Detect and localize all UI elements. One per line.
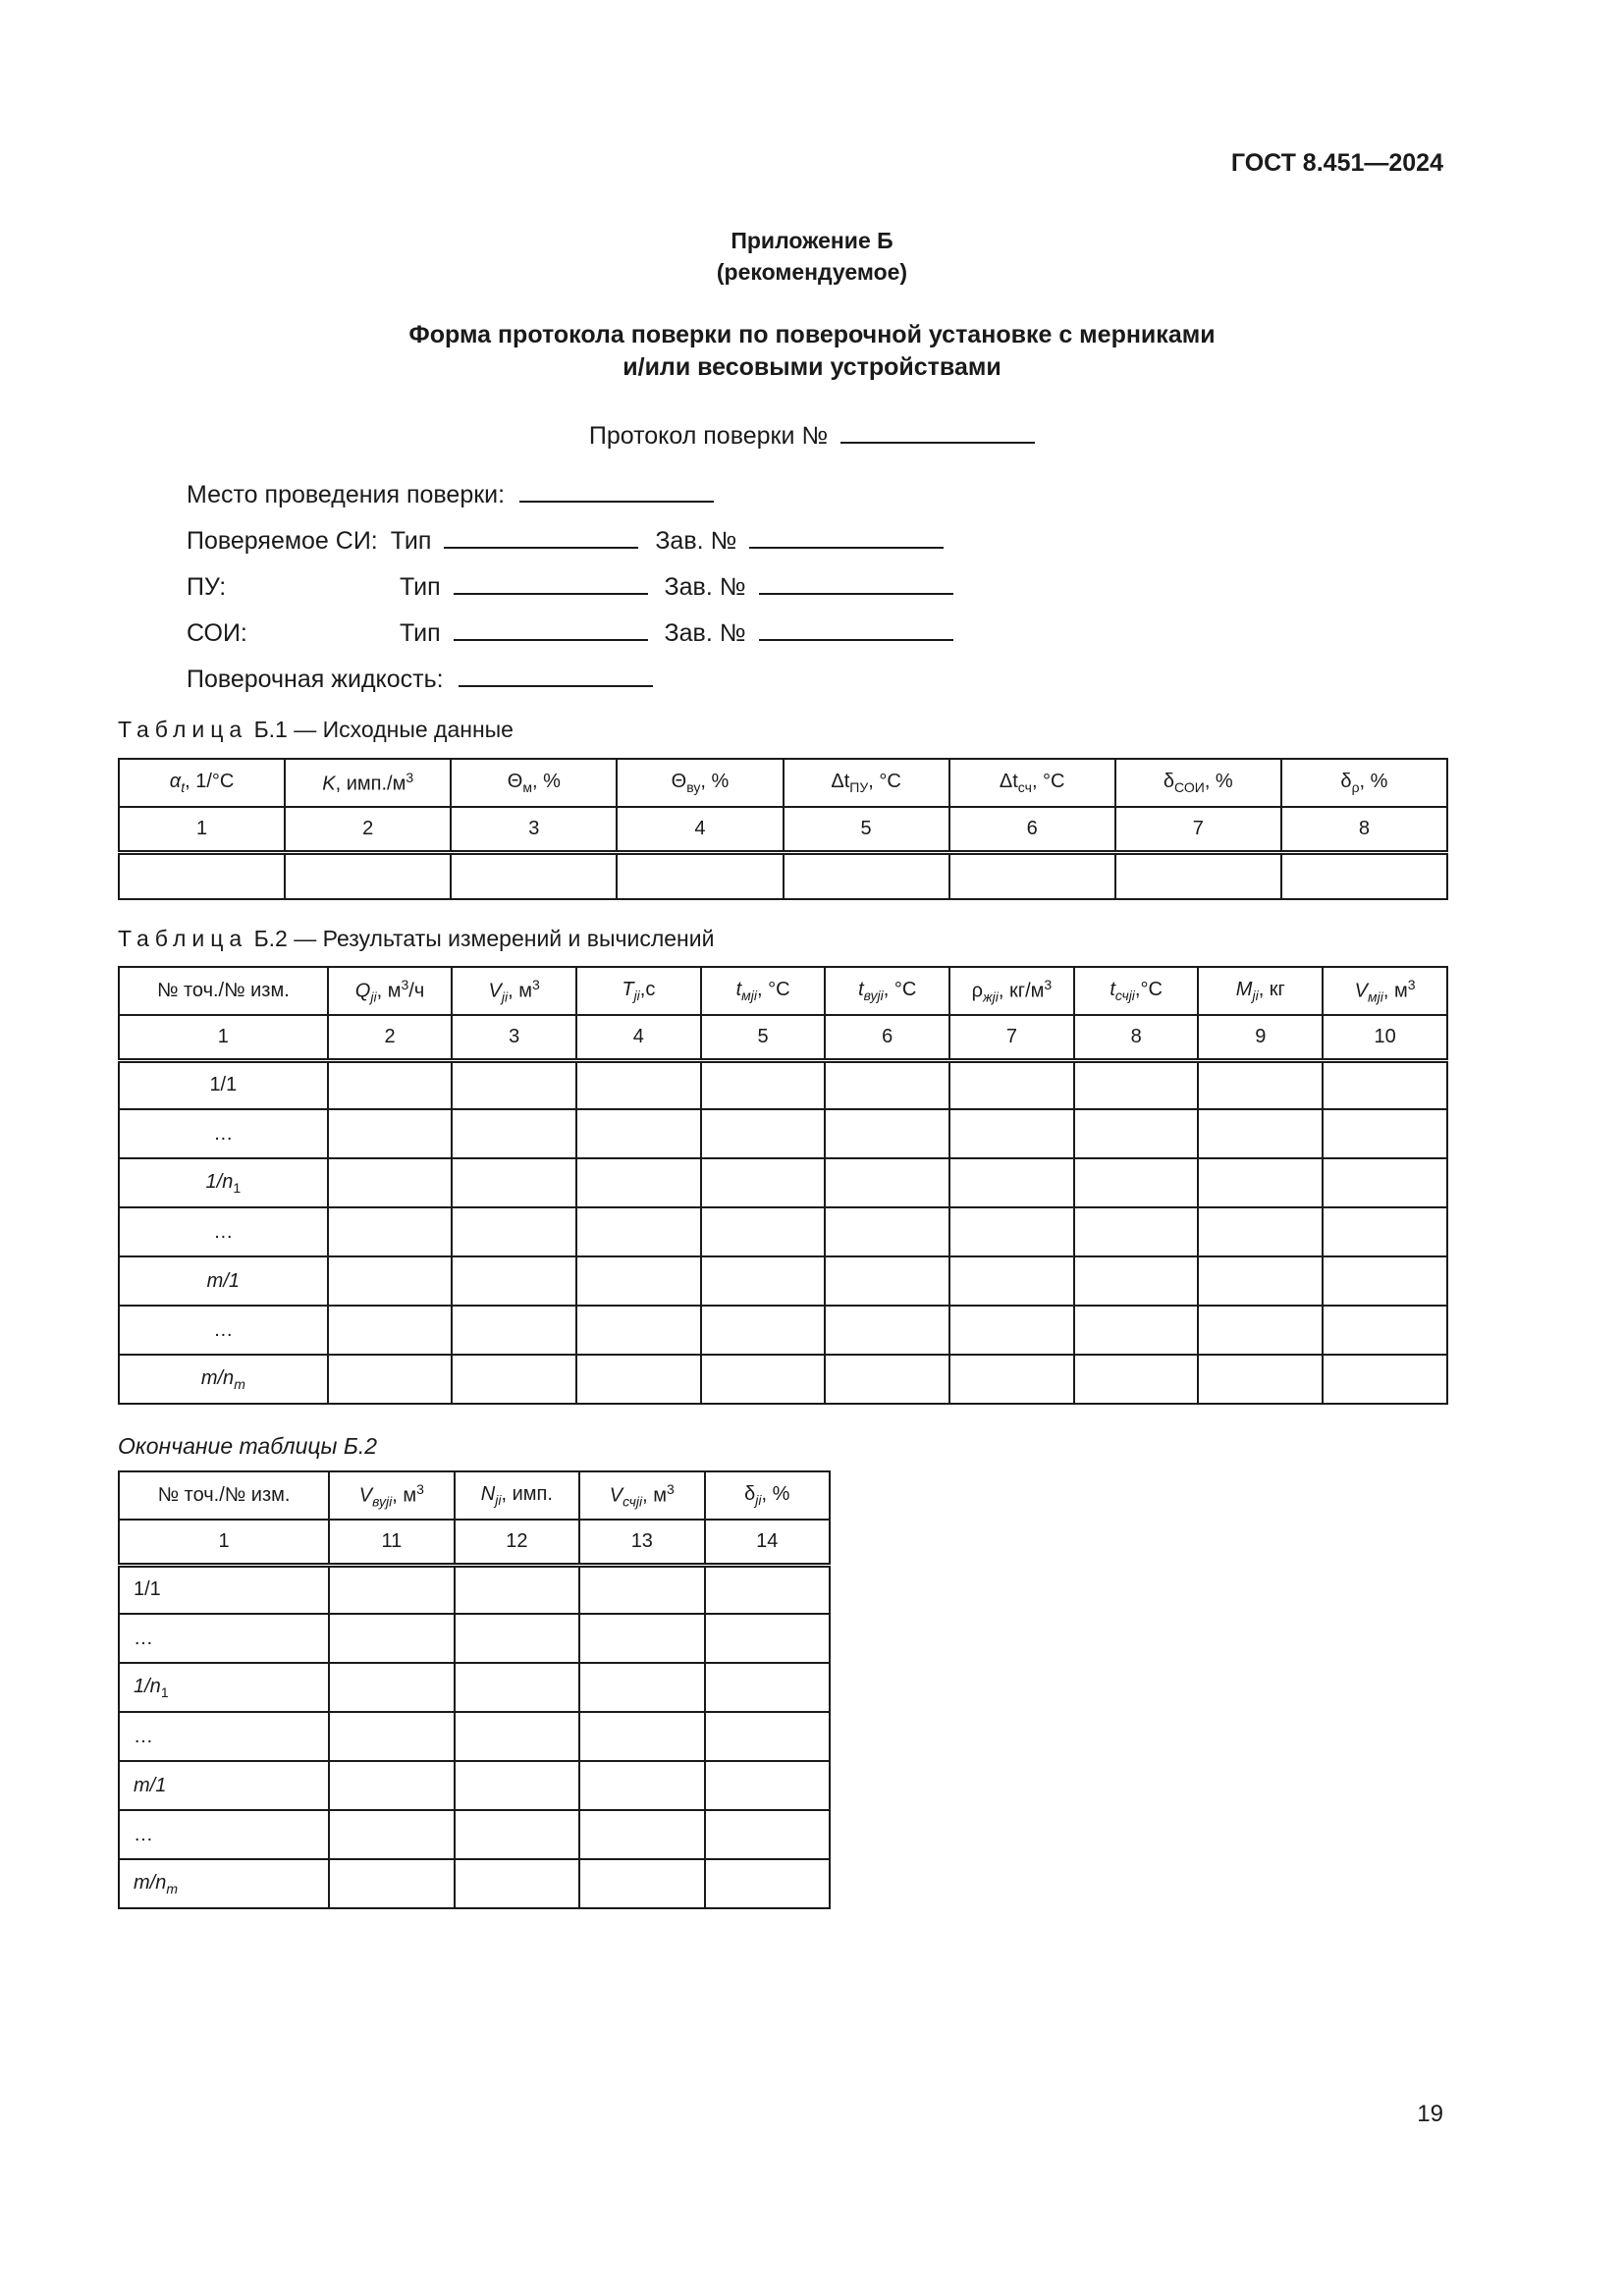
field-liquid-label: Поверочная жидкость:	[187, 666, 444, 693]
table2-end	[118, 1470, 831, 1909]
table2-col-number: 4	[576, 1015, 701, 1060]
table2-end-header-row	[119, 1471, 830, 1520]
data-cell[interactable]	[328, 1306, 453, 1355]
field-pu-type-label: Тип	[399, 573, 441, 601]
data-cell[interactable]	[576, 1207, 701, 1256]
table2-col-number: 1	[119, 1015, 328, 1060]
data-cell[interactable]	[705, 1810, 830, 1859]
data-cell[interactable]	[825, 1158, 949, 1207]
table2-col-number: 5	[701, 1015, 826, 1060]
data-cell[interactable]	[1074, 1060, 1199, 1109]
table-row	[119, 1614, 830, 1663]
table1-col-number: 4	[617, 807, 783, 852]
data-cell[interactable]	[329, 1810, 454, 1859]
table2-header-cell: $Q_{ji}$, $м^3/ч$	[328, 967, 453, 1015]
form-title-line1: Форма протокола поверки по поверочной установке с мерниками	[408, 321, 1216, 348]
field-soi-type-blank[interactable]	[454, 617, 648, 641]
table2-header-cell: $t_{счji},^\circ С$	[1074, 967, 1199, 1015]
data-cell[interactable]	[1074, 1158, 1199, 1207]
table1	[118, 758, 1448, 900]
data-cell[interactable]	[329, 1614, 454, 1663]
data-cell[interactable]	[1074, 1306, 1199, 1355]
field-liquid	[187, 664, 653, 694]
table1-header-cell: K, $имп./м^3$	[285, 759, 451, 807]
data-cell[interactable]	[1323, 1109, 1447, 1158]
data-cell[interactable]	[328, 1158, 453, 1207]
form-title-line2: и/или весовыми устройствами	[623, 353, 1001, 381]
field-verified-si	[187, 525, 944, 556]
appendix-subtitle: (рекомендуемое)	[716, 259, 908, 285]
table2-col-number: 10	[1323, 1015, 1447, 1060]
data-cell[interactable]	[1323, 1355, 1447, 1404]
field-soi-serial-blank[interactable]	[759, 617, 953, 641]
table2-end-header-cell: № точ./№ изм.	[119, 1471, 329, 1520]
table2-caption-text: Б.2 — Результаты измерений и вычислений	[253, 926, 715, 951]
data-cell[interactable]	[455, 1859, 580, 1908]
row-label: $1/n_1$	[119, 1663, 329, 1712]
data-cell[interactable]	[1198, 1060, 1323, 1109]
table1-data-cell[interactable]	[119, 852, 285, 899]
data-cell[interactable]	[701, 1256, 826, 1306]
field-verified-si-type-blank[interactable]	[444, 525, 638, 549]
table1-data-cell[interactable]	[949, 852, 1115, 899]
table-row	[119, 1712, 830, 1761]
data-cell[interactable]	[701, 1060, 826, 1109]
data-cell[interactable]	[825, 1060, 949, 1109]
data-cell[interactable]	[701, 1158, 826, 1207]
table2-caption	[118, 926, 714, 952]
table1-data-cell[interactable]	[451, 852, 617, 899]
data-cell[interactable]	[576, 1158, 701, 1207]
standard-code: ГОСТ 8.451—2024	[1230, 149, 1443, 177]
table1-data-row	[119, 852, 1447, 899]
data-cell[interactable]	[1074, 1256, 1199, 1306]
table1-caption-text: Б.1 — Исходные данные	[253, 717, 514, 742]
data-cell[interactable]	[452, 1355, 576, 1404]
table1-col-number: 1	[119, 807, 285, 852]
table2-end-col-number: 12	[455, 1520, 580, 1565]
data-cell[interactable]	[705, 1663, 830, 1712]
data-cell[interactable]	[579, 1663, 704, 1712]
data-cell[interactable]	[579, 1614, 704, 1663]
field-soi	[187, 617, 953, 648]
field-pu-label: ПУ:	[187, 573, 227, 601]
table2-header-cell: $\rho_{жji}$, $кг/м^3$	[949, 967, 1074, 1015]
table2-caption-prefix: Таблица	[118, 926, 248, 951]
table1-header-cell: $\Theta_м$, %	[451, 759, 617, 807]
data-cell[interactable]	[329, 1859, 454, 1908]
table1-header-cell: $\alpha_t$, 1/°С	[119, 759, 285, 807]
table1-col-number: 3	[451, 807, 617, 852]
table2-header-cell: $T_{ji},с$	[576, 967, 701, 1015]
table2-col-number: 2	[328, 1015, 453, 1060]
data-cell[interactable]	[949, 1109, 1074, 1158]
table2-end-col-number: 11	[329, 1520, 454, 1565]
data-cell[interactable]	[825, 1109, 949, 1158]
data-cell[interactable]	[576, 1060, 701, 1109]
table2-end-header-cell: $\delta_{ji}$, %	[705, 1471, 830, 1520]
data-cell[interactable]	[576, 1256, 701, 1306]
data-cell[interactable]	[1198, 1256, 1323, 1306]
protocol-number-blank[interactable]	[840, 420, 1035, 444]
table2-col-number: 8	[1074, 1015, 1199, 1060]
table1-header-cell: $\Theta_{ву}$, %	[617, 759, 783, 807]
row-label: …	[119, 1207, 328, 1256]
table1-data-cell[interactable]	[784, 852, 949, 899]
data-cell[interactable]	[825, 1355, 949, 1404]
data-cell[interactable]	[576, 1109, 701, 1158]
data-cell[interactable]	[701, 1355, 826, 1404]
table1-col-number: 8	[1281, 807, 1447, 852]
row-label: $m/n_m$	[119, 1859, 329, 1908]
data-cell[interactable]	[329, 1565, 454, 1614]
data-cell[interactable]	[579, 1810, 704, 1859]
data-cell[interactable]	[949, 1306, 1074, 1355]
table1-header-cell: $\delta_{СОИ}$, %	[1115, 759, 1281, 807]
data-cell[interactable]	[949, 1355, 1074, 1404]
table-row	[119, 1060, 1447, 1109]
table1-data-cell[interactable]	[1115, 852, 1281, 899]
table1-col-number: 5	[784, 807, 949, 852]
data-cell[interactable]	[328, 1060, 453, 1109]
field-soi-type-label: Тип	[399, 619, 441, 647]
data-cell[interactable]	[701, 1207, 826, 1256]
table2-header-cell: $V_{ji}$, $м^3$	[452, 967, 576, 1015]
row-label: 1/1	[119, 1565, 329, 1614]
row-label: …	[119, 1712, 329, 1761]
field-place-blank[interactable]	[519, 479, 714, 503]
table-row	[119, 1859, 830, 1908]
data-cell[interactable]	[455, 1810, 580, 1859]
table2-header-cell: $t_{вуji}$, °С	[825, 967, 949, 1015]
table2-header-cell: № точ./№ изм.	[119, 967, 328, 1015]
data-cell[interactable]	[452, 1256, 576, 1306]
data-cell[interactable]	[328, 1207, 453, 1256]
data-cell[interactable]	[329, 1761, 454, 1810]
field-soi-serial-label: Зав. №	[664, 619, 746, 647]
data-cell[interactable]	[1198, 1306, 1323, 1355]
data-cell[interactable]	[452, 1158, 576, 1207]
data-cell[interactable]	[1323, 1306, 1447, 1355]
table1-col-number: 6	[949, 807, 1115, 852]
data-cell[interactable]	[328, 1355, 453, 1404]
data-cell[interactable]	[705, 1761, 830, 1810]
table2-end-header-cell: $V_{вуji}$, $м^3$	[329, 1471, 454, 1520]
row-label: $1/n_1$	[119, 1158, 328, 1207]
data-cell[interactable]	[1323, 1207, 1447, 1256]
table2-end-col-number: 1	[119, 1520, 329, 1565]
table2-end-col-number: 13	[579, 1520, 704, 1565]
data-cell[interactable]	[329, 1663, 454, 1712]
table2-end-col-number: 14	[705, 1520, 830, 1565]
data-cell[interactable]	[1198, 1158, 1323, 1207]
table-row	[119, 1761, 830, 1810]
data-cell[interactable]	[329, 1712, 454, 1761]
data-cell[interactable]	[1074, 1355, 1199, 1404]
table2-header-cell: $V_{мji}$, $м^3$	[1323, 967, 1447, 1015]
table2-col-number: 9	[1198, 1015, 1323, 1060]
data-cell[interactable]	[825, 1207, 949, 1256]
data-cell[interactable]	[455, 1712, 580, 1761]
table-row	[119, 1109, 1447, 1158]
data-cell[interactable]	[701, 1109, 826, 1158]
table2-end-number-row	[119, 1520, 830, 1565]
row-label: …	[119, 1614, 329, 1663]
field-pu	[187, 571, 953, 602]
field-liquid-blank[interactable]	[459, 664, 653, 687]
table1-caption	[118, 717, 514, 743]
data-cell[interactable]	[949, 1060, 1074, 1109]
table-row	[119, 1565, 830, 1614]
table2-number-row	[119, 1015, 1447, 1060]
table-row	[119, 1306, 1447, 1355]
data-cell[interactable]	[455, 1614, 580, 1663]
data-cell[interactable]	[328, 1256, 453, 1306]
data-cell[interactable]	[579, 1712, 704, 1761]
table2-col-number: 3	[452, 1015, 576, 1060]
data-cell[interactable]	[1323, 1060, 1447, 1109]
row-label: …	[119, 1109, 328, 1158]
table-row	[119, 1158, 1447, 1207]
table-row	[119, 1663, 830, 1712]
data-cell[interactable]	[452, 1306, 576, 1355]
data-cell[interactable]	[1198, 1207, 1323, 1256]
field-pu-serial-label: Зав. №	[664, 573, 746, 601]
table2-header-row	[119, 967, 1447, 1015]
field-verified-si-type-label: Тип	[390, 527, 432, 555]
field-pu-type-blank[interactable]	[454, 571, 648, 595]
table2-header-cell: $M_{ji}$, кг	[1198, 967, 1323, 1015]
data-cell[interactable]	[455, 1663, 580, 1712]
row-label: m/1	[119, 1256, 328, 1306]
table1-header-cell: $\delta_\rho$, %	[1281, 759, 1447, 807]
field-verified-si-label: Поверяемое СИ:	[187, 527, 378, 555]
table-row	[119, 1810, 830, 1859]
field-place	[187, 479, 714, 509]
data-cell[interactable]	[825, 1256, 949, 1306]
data-cell[interactable]	[701, 1306, 826, 1355]
field-verified-si-serial-blank[interactable]	[749, 525, 944, 549]
table1-data-cell[interactable]	[285, 852, 451, 899]
table2-end-caption: Окончание таблицы Б.2	[118, 1433, 378, 1459]
page-number: 19	[1417, 2101, 1443, 2127]
data-cell[interactable]	[579, 1565, 704, 1614]
table1-number-row	[119, 807, 1447, 852]
table2-col-number: 6	[825, 1015, 949, 1060]
data-cell[interactable]	[576, 1355, 701, 1404]
row-label: …	[119, 1306, 328, 1355]
table2-end-header-cell: $V_{счji}$, $м^3$	[579, 1471, 704, 1520]
table2-end-header-cell: $N_{ji}$, имп.	[455, 1471, 580, 1520]
data-cell[interactable]	[579, 1761, 704, 1810]
data-cell[interactable]	[1074, 1207, 1199, 1256]
data-cell[interactable]	[1323, 1256, 1447, 1306]
data-cell[interactable]	[452, 1109, 576, 1158]
data-cell[interactable]	[949, 1207, 1074, 1256]
table2	[118, 966, 1448, 1405]
field-verified-si-serial-label: Зав. №	[655, 527, 737, 555]
table1-data-cell[interactable]	[617, 852, 783, 899]
data-cell[interactable]	[579, 1859, 704, 1908]
table1-data-cell[interactable]	[1281, 852, 1447, 899]
row-label: m/1	[119, 1761, 329, 1810]
data-cell[interactable]	[705, 1712, 830, 1761]
data-cell[interactable]	[1323, 1158, 1447, 1207]
table2-header-cell: $t_{мji}$, °С	[701, 967, 826, 1015]
table1-header-cell: $\Delta t_{сч}$, °С	[949, 759, 1115, 807]
table1-header-cell: $\Delta t_{ПУ}$, °С	[784, 759, 949, 807]
appendix-title: Приложение Б	[731, 228, 893, 253]
row-label: …	[119, 1810, 329, 1859]
table1-caption-prefix: Таблица	[118, 717, 248, 742]
protocol-label: Протокол поверки №	[588, 422, 829, 450]
table-row	[119, 1256, 1447, 1306]
table-row	[119, 1355, 1447, 1404]
field-place-label: Место проведения поверки:	[187, 481, 506, 508]
table-row	[119, 1207, 1447, 1256]
table2-col-number: 7	[949, 1015, 1074, 1060]
data-cell[interactable]	[328, 1109, 453, 1158]
data-cell[interactable]	[452, 1060, 576, 1109]
table1-header-row	[119, 759, 1447, 807]
row-label: $m/n_m$	[119, 1355, 328, 1404]
data-cell[interactable]	[455, 1565, 580, 1614]
data-cell[interactable]	[949, 1158, 1074, 1207]
data-cell[interactable]	[825, 1306, 949, 1355]
data-cell[interactable]	[949, 1256, 1074, 1306]
table1-col-number: 7	[1115, 807, 1281, 852]
data-cell[interactable]	[455, 1761, 580, 1810]
data-cell[interactable]	[576, 1306, 701, 1355]
data-cell[interactable]	[705, 1614, 830, 1663]
table1-col-number: 2	[285, 807, 451, 852]
row-label: 1/1	[119, 1060, 328, 1109]
data-cell[interactable]	[1198, 1355, 1323, 1404]
field-pu-serial-blank[interactable]	[759, 571, 953, 595]
protocol-number-line	[0, 420, 1624, 451]
field-soi-label: СОИ:	[187, 619, 247, 647]
data-cell[interactable]	[705, 1859, 830, 1908]
data-cell[interactable]	[452, 1207, 576, 1256]
data-cell[interactable]	[705, 1565, 830, 1614]
data-cell[interactable]	[1198, 1109, 1323, 1158]
data-cell[interactable]	[1074, 1109, 1199, 1158]
